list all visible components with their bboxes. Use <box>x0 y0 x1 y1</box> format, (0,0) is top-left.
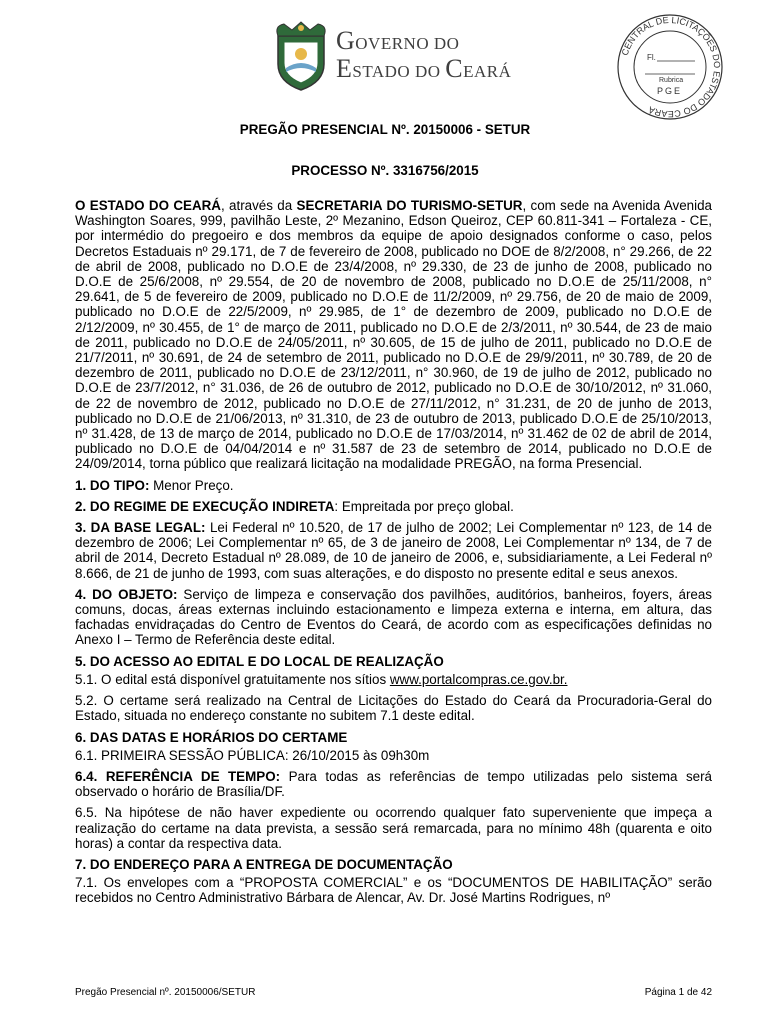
stamp-pge: PGE <box>657 86 683 96</box>
section-7-heading: 7. DO ENDEREÇO PARA A ENTREGA DE DOCUMENTAÇÃO <box>75 856 453 872</box>
page-header <box>0 0 770 120</box>
government-logo-text: GOVERNO DO ESTADO DO CEARÁ <box>336 26 512 83</box>
ceara-coat-of-arms-icon <box>270 18 332 92</box>
section-1: 1. DO TIPO: Menor Preço. <box>75 477 234 493</box>
document-titles <box>0 122 770 178</box>
licitacoes-stamp <box>615 12 725 122</box>
stamp-fl: Fl. <box>647 53 656 62</box>
pregao-title: PREGÃO PRESENCIAL Nº. 20150006 - SETUR <box>239 122 531 137</box>
section-6-5: 6.5. Na hipótese de não haver expediente ou ocorrendo qualquer fato superveniente que impeça a realização do certame na data prevista, a sessão será remarcada, para no mínimo 48h (quarenta e oito horas) a contar da respectiva data. <box>75 805 712 851</box>
stamp-rubrica: Rubrica <box>659 77 684 84</box>
section-5-2: 5.2. O certame será realizado na Central de Licitações do Estado do Ceará da Procuradoria-Geral do Estado, situada no endereço constante no subitem 7.1 deste edital. <box>75 693 712 724</box>
footer-page-number: Página 1 de 42 <box>644 987 712 998</box>
document-body <box>75 198 712 912</box>
section-6-1: 6.1. PRIMEIRA SESSÃO PÚBLICA: 26/10/2015 às 09h30m <box>75 747 430 763</box>
stamp-ring-text: CENTRAL DE LICITAÇÕES DO ESTADO DO CEARÁ <box>619 14 723 120</box>
processo-title: PROCESSO Nº. 3316756/2015 <box>291 163 479 178</box>
section-6-4: 6.4. REFERÊNCIA DE TEMPO: Para todas as referências de tempo utilizadas pelo sistema será observado o horário de Brasília/DF. <box>75 768 712 800</box>
section-4: 4. DO OBJETO: Serviço de limpeza e conservação dos pavilhões, auditórios, banheiros, foyers, áreas comuns, docas, áreas externas incluindo estacionamento e limpeza externa e interna, em altura, das fachadas envidraçadas do Centro de Eventos do Ceará, de acordo com as especificações definidas no Anexo I – Termo de Referência deste edital. <box>75 586 712 648</box>
page-footer <box>75 987 712 998</box>
intro-paragraph: O ESTADO DO CEARÁ, através da SECRETARIA DO TURISMO-SETUR, com sede na Avenida Avenida Washington Soares, 999, pavilhão Leste, 2º Mezanino, Edson Queiroz, CEP 60.811-341 – Fortaleza - CE, por intermédio do pregoeiro e dos membros da equipe de apoio designados conforme o caso, pelos Decretos Estaduais nº 29.171, de 7 de fevereiro de 2008, publicado no DOE de 8/2/2008, n° 29.266, de 22 de abril de 2008, publicado no D.O.E de 23/4/2008, nº 29.330, de 23 de junho de 2008, publicado no D.O.E de 25/6/2008, nº 29.554, de 20 de novembro de 2008, publicado no D.O.E de 25/11/2008, n° 29.641, de 5 de fevereiro de 2009, publicado no D.O.E de 11/2/2009, nº 29.756, de 20 de maio de 2009, publicado no D.O.E de 22/5/2009, nº 29.985, de 1° de dezembro de 2009, publicado no D.O.E de 2/12/2009, nº 30.455, de 1° de março de 2011, publicado no D.O.E de 2/3/2011, nº 30.544, de 23 de maio de 2011, publicado no D.O.E de 24/05/2011, nº 30.605, de 15 de julho de 2011, publicado no D.O.E de 21/7/2011, nº 30.691, de 24 de setembro de 2011, publicado no D.O.E de 29/9/2011, nº 30.789, de 20 de dezembro de 2011, publicado no D.O.E de 23/12/2011, n° 30.960, de 19 de julho de 2012, publicado no D.O.E de 23/7/2012, n° 31.036, de 26 de outubro de 2012, publicado no D.O.E de 30/10/2012, nº 31.060, de 22 de novembro de 2012, publicado no D.O.E de 27/11/2012, n° 31.231, de 20 de junho de 2013, publicado no D.O.E de 21/06/2013, nº 31.310, de 23 de outubro de 2013, publicado D.O.E de 25/10/2013, nº 31.428, de 13 de março de 2014, publicado no D.O.E de 17/03/2014, nº 31.462 de 02 de abril de 2014, publicado no D.O.E de 04/04/2014 e nº 31.587 de 23 de setembro de 2014, publicado no D.O.E de 24/09/2014, torna público que realizará licitação na modalidade PREGÃO, na forma Presencial. <box>75 198 712 472</box>
footer-doc-ref: Pregão Presencial nº. 20150006/SETUR <box>75 987 256 998</box>
section-5-1: 5.1. O edital está disponível gratuitamente nos sítios www.portalcompras.ce.gov.br. <box>75 671 568 687</box>
section-2: 2. DO REGIME DE EXECUÇÃO INDIRETA: Empreitada por preço global. <box>75 498 514 514</box>
section-3: 3. DA BASE LEGAL: Lei Federal nº 10.520, de 17 de julho de 2002; Lei Complementar nº 123, de 14 de dezembro de 2006; Lei Complementar nº 65, de 3 de janeiro de 2008, Lei Complementar nº 134, de 7 de abril de 2014, Decreto Estadual nº 28.089, de 10 de janeiro de 2006, e, subsidiariamente, a Lei Federal nº 8.666, de 21 de junho de 1993, com suas alterações, e do disposto no presente edital e seus anexos. <box>75 520 712 581</box>
section-6-heading: 6. DAS DATAS E HORÁRIOS DO CERTAME <box>75 729 348 745</box>
portal-link[interactable]: www.portalcompras.ce.gov.br. <box>389 671 568 687</box>
section-7-1: 7.1. Os envelopes com a “PROPOSTA COMERCIAL” e os “DOCUMENTOS DE HABILITAÇÃO” serão recebidos no Centro Administrativo Bárbara de Alencar, Av. Dr. José Martins Rodrigues, nº <box>75 875 712 906</box>
section-5-heading: 5. DO ACESSO AO EDITAL E DO LOCAL DE REALIZAÇÃO <box>75 653 444 669</box>
